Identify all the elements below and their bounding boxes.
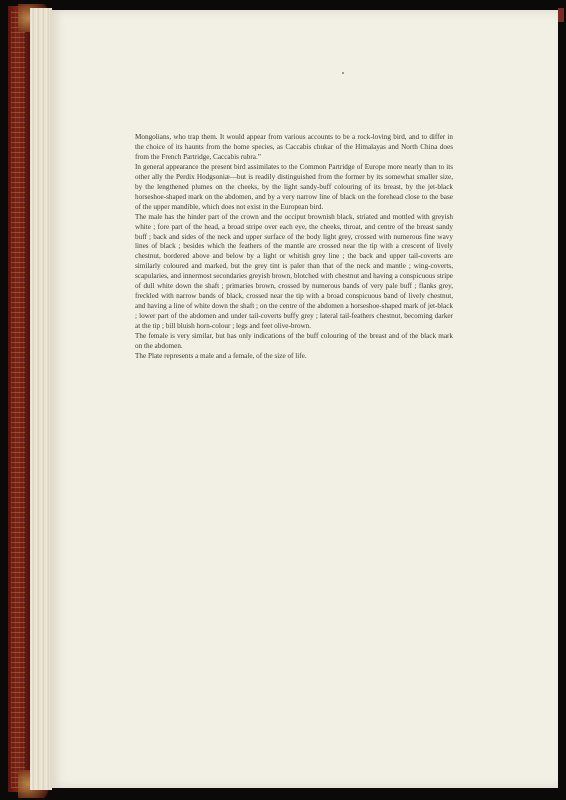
book-page (50, 10, 558, 788)
paragraph-male-description: The male has the hinder part of the crown and the occiput brownish black, striated and mottled with greyish white ; fore part of the head, a broad stripe over each eye, the cheeks, throat, and centre of the breast sandy buff ; back and sides of the neck and upper surface of the body light grey, crossed with numerous fine wavy lines of black ; besides which the feathers of the mantle are crossed near the tip with a crescent of lively chestnut, bordered above and below by a light or whitish grey line ; the back and upper tail-coverts are similarly coloured and marked, but the grey tint is paler than that of the neck and mantle ; wing-coverts, scapularies, and innermost secondaries greyish brown, blotched with chestnut and having a conspicuous stripe of dull white down the shaft ; primaries brown, crossed by numerous bands of very pale buff ; flanks grey, freckled with narrow bands of black, crossed near the tip with a broad conspicuous band of lively chestnut, and having a line of white down the shaft ; on the centre of the abdomen a horseshoe-shaped mark of jet-black ; lower part of the abdomen and under tail-coverts buffy grey ; lateral tail-feathers chestnut, becoming darker at the tip ; bill bluish horn-colour ; legs and feet olive-brown. (135, 212, 453, 331)
marbled-edge-pattern (11, 10, 25, 788)
page-speck (342, 72, 344, 74)
paragraph-plate-note: The Plate represents a male and a female, of the size of life. (135, 351, 307, 360)
page-text-block (135, 133, 453, 362)
paragraph-female-description: The female is very similar, but has only indications of the buff colouring of the breast and of the black mark on the abdomen. (135, 332, 453, 351)
paragraph-mongolians: Mongolians, who trap them. It would appear from various accounts to be a rock-loving bird, and to differ in the choice of its haunts from the home species, as Caccabis chukar of the Himalayas and North China does from the French Partridge, Caccabis rubra.” (135, 133, 453, 161)
page-edges (30, 8, 52, 790)
paragraph-general-appearance: In general appearance the present bird assimilates to the Common Partridge of Europe more nearly than to its other ally the Perdix Hodgsoniæ—but is readily distinguished from the former by its somewhat smaller size, by the lengthened plumes on the cheeks, by the light sandy-buff colouring of its breast, by the jet-black horseshoe-shaped mark on the abdomen, and by a very narrow line of black on the forehead close to the base of the upper mandible, which does not exist in the European bird. (135, 162, 453, 211)
right-edge-binding-mark (558, 8, 564, 22)
